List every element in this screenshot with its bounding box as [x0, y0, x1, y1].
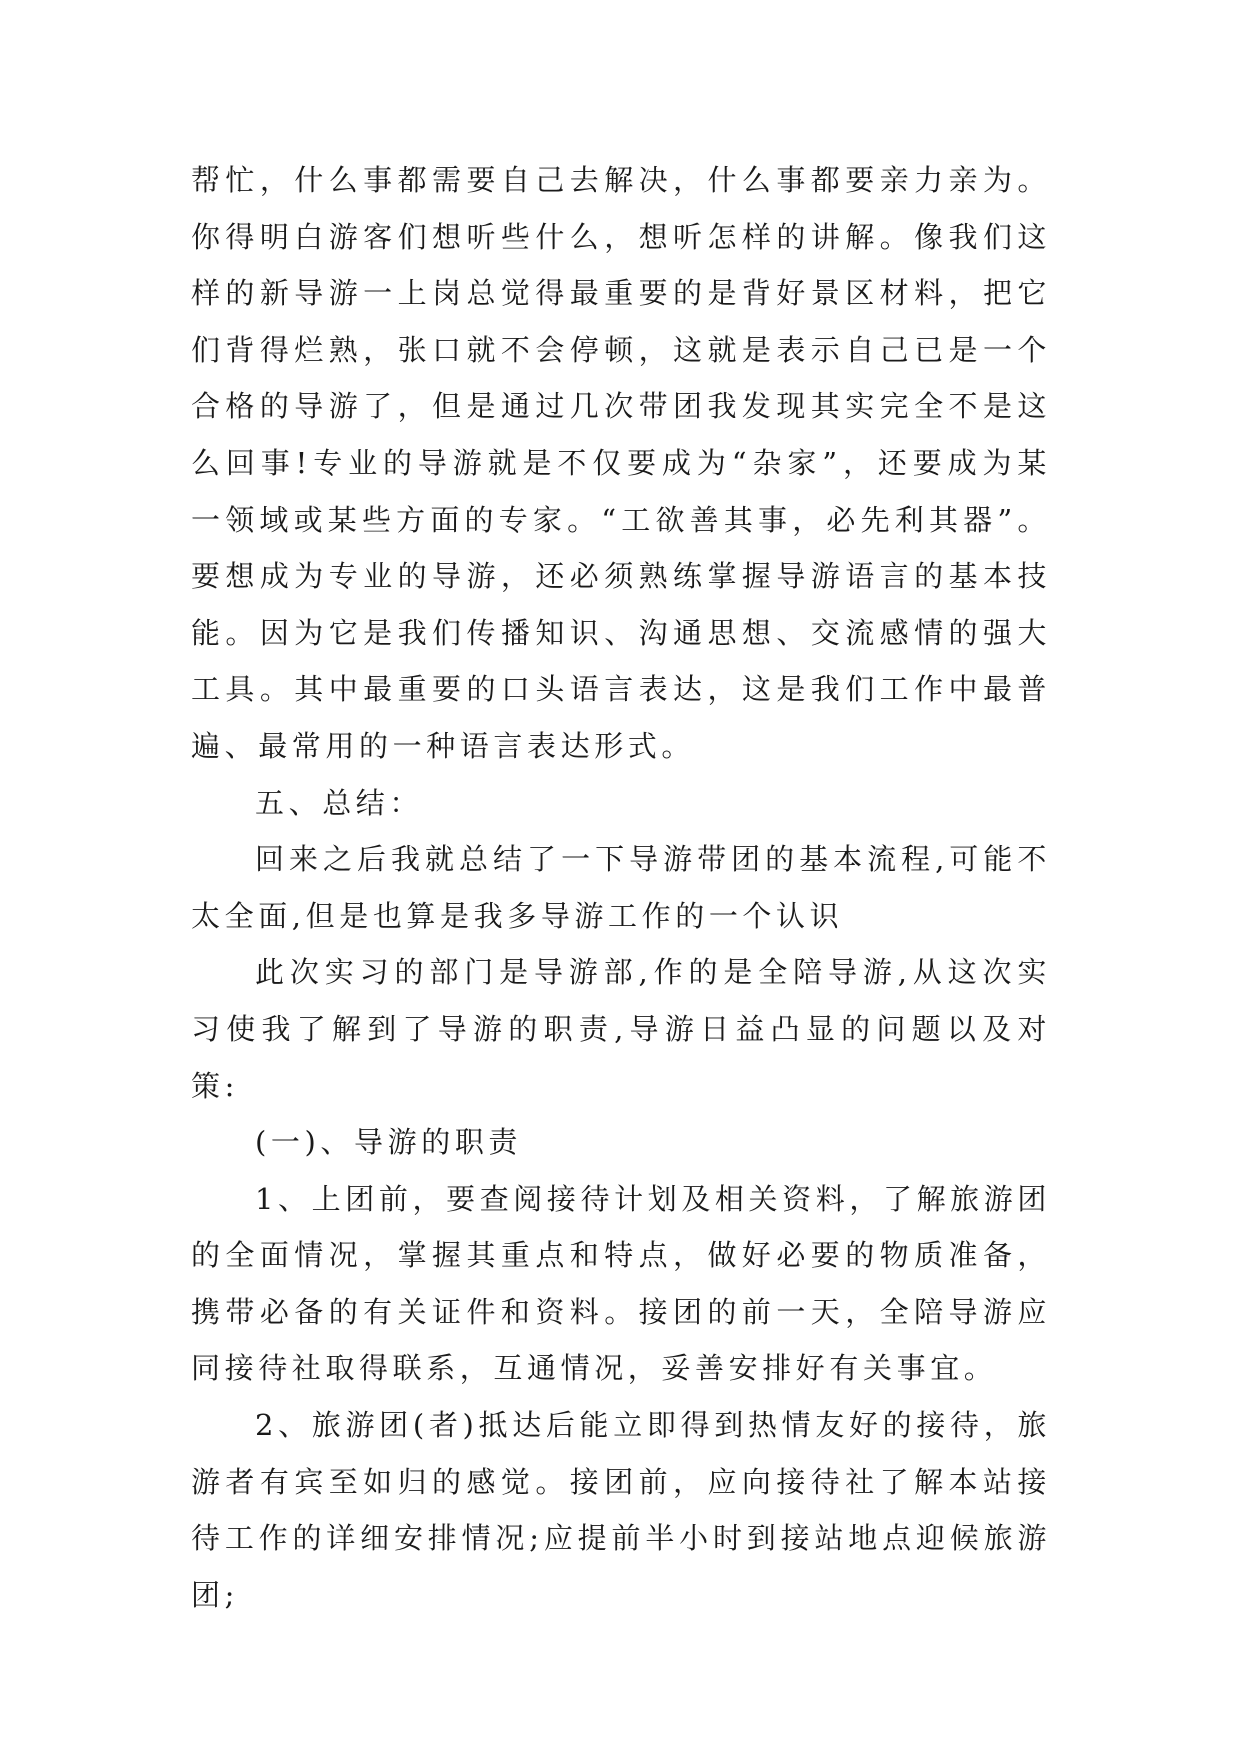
- section-heading: 五、总结：: [255, 785, 424, 820]
- body-paragraph: 此次实习的部门是导游部,作的是全陪导游,从这次实习使我了解到了导游的职责,导游日益凸显的问题以及对策:: [191, 955, 1051, 1103]
- body-paragraph: 帮忙，什么事都需要自己去解决，什么事都要亲力亲为。你得明白游客们想听些什么，想听怎样的讲解。像我们这样的新导游一上岗总觉得最重要的是背好景区材料，把它们背得烂熟，张口就不会停顿，这就是表示自己已是一个合格的导游了，但是通过几次带团我发现其实完全不是这么回事!专业的导游就是不仅要成为“杂家”，还要成为某一领域或某些方面的专家。“工欲善其事，必先利其器”。要想成为专业的导游，还必须熟练掌握导游语言的基本技能。因为它是我们传播知识、沟通思想、交流感情的强大工具。其中最重要的口头语言表达，这是我们工作中最普遍、最常用的一种语言表达形式。: [191, 163, 1051, 763]
- body-paragraph: 2、旅游团(者)抵达后能立即得到热情友好的接待，旅游者有宾至如归的感觉。接团前，应向接待社了解本站接待工作的详细安排情况;应提前半小时到接站地点迎候旅游团;: [191, 1408, 1051, 1612]
- body-paragraph: 回来之后我就总结了一下导游带团的基本流程,可能不太全面,但是也算是我多导游工作的一个认识: [191, 842, 1051, 933]
- body-paragraph: 1、上团前，要查阅接待计划及相关资料，了解旅游团的全面情况，掌握其重点和特点，做好必要的物质准备，携带必备的有关证件和资料。接团的前一天，全陪导游应同接待社取得联系，互通情况，妥善安排好有关事宜。: [191, 1181, 1051, 1386]
- subsection-heading: (一)、导游的职责: [255, 1125, 523, 1160]
- document-body: [191, 152, 1051, 1623]
